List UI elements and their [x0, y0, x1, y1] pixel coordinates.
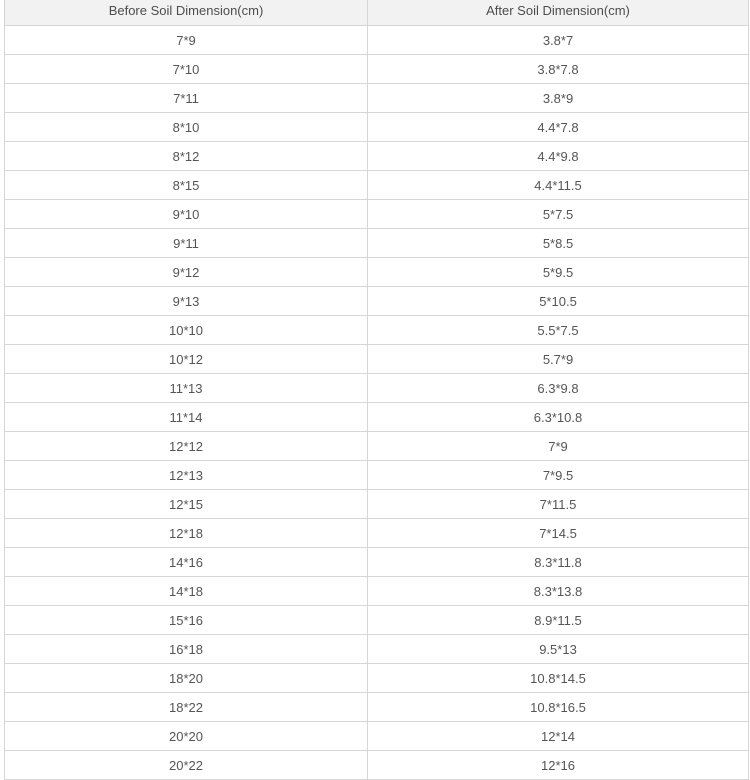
after-dimension-cell: 6.3*9.8 [368, 374, 749, 403]
after-dimension-cell: 4.4*7.8 [368, 113, 749, 142]
table-row [5, 461, 749, 490]
before-dimension-cell: 12*15 [5, 490, 368, 519]
table-row [5, 490, 749, 519]
after-dimension-cell: 9.5*13 [368, 635, 749, 664]
table-row [5, 519, 749, 548]
after-dimension-cell: 10.8*16.5 [368, 693, 749, 722]
before-dimension-cell: 12*13 [5, 461, 368, 490]
before-dimension-cell: 12*18 [5, 519, 368, 548]
after-dimension-cell: 5*8.5 [368, 229, 749, 258]
before-dimension-cell: 8*10 [5, 113, 368, 142]
after-dimension-cell: 7*9 [368, 432, 749, 461]
table-row [5, 577, 749, 606]
before-dimension-cell: 8*12 [5, 142, 368, 171]
after-dimension-cell: 5*9.5 [368, 258, 749, 287]
after-dimension-cell: 10.8*14.5 [368, 664, 749, 693]
before-dimension-cell: 7*11 [5, 84, 368, 113]
before-dimension-cell: 9*13 [5, 287, 368, 316]
after-dimension-cell: 12*16 [368, 751, 749, 780]
before-dimension-cell: 7*10 [5, 55, 368, 84]
after-dimension-cell: 7*14.5 [368, 519, 749, 548]
table-row [5, 55, 749, 84]
table-row [5, 664, 749, 693]
after-dimension-cell: 6.3*10.8 [368, 403, 749, 432]
table-row [5, 229, 749, 258]
after-dimension-cell: 5*10.5 [368, 287, 749, 316]
after-dimension-cell: 7*11.5 [368, 490, 749, 519]
before-dimension-cell: 20*22 [5, 751, 368, 780]
after-dimension-cell: 5.5*7.5 [368, 316, 749, 345]
after-dimension-cell: 4.4*11.5 [368, 171, 749, 200]
before-dimension-cell: 8*15 [5, 171, 368, 200]
before-dimension-cell: 16*18 [5, 635, 368, 664]
table-row [5, 84, 749, 113]
after-dimension-cell: 8.3*13.8 [368, 577, 749, 606]
before-dimension-cell: 10*12 [5, 345, 368, 374]
table-row [5, 432, 749, 461]
table-row [5, 606, 749, 635]
after-dimension-cell: 3.8*7 [368, 26, 749, 55]
table-row [5, 751, 749, 780]
table-row [5, 635, 749, 664]
table-header [5, 0, 749, 26]
before-dimension-cell: 7*9 [5, 26, 368, 55]
after-dimension-cell: 12*14 [368, 722, 749, 751]
before-dimension-cell: 11*14 [5, 403, 368, 432]
header-after-soil-dimension: After Soil Dimension(cm) [368, 0, 749, 26]
table-row [5, 258, 749, 287]
header-before-soil-dimension: Before Soil Dimension(cm) [5, 0, 368, 26]
after-dimension-cell: 8.3*11.8 [368, 548, 749, 577]
table-row [5, 171, 749, 200]
table-row [5, 26, 749, 55]
table-row [5, 316, 749, 345]
soil-dimension-table [4, 0, 749, 780]
table-row [5, 374, 749, 403]
after-dimension-cell: 8.9*11.5 [368, 606, 749, 635]
table-row [5, 113, 749, 142]
before-dimension-cell: 11*13 [5, 374, 368, 403]
table-row [5, 403, 749, 432]
before-dimension-cell: 18*22 [5, 693, 368, 722]
header-row [5, 0, 749, 26]
table-row [5, 548, 749, 577]
before-dimension-cell: 9*12 [5, 258, 368, 287]
table-row [5, 722, 749, 751]
table-body [5, 26, 749, 780]
after-dimension-cell: 3.8*9 [368, 84, 749, 113]
after-dimension-cell: 7*9.5 [368, 461, 749, 490]
before-dimension-cell: 20*20 [5, 722, 368, 751]
table-row [5, 345, 749, 374]
table-row [5, 287, 749, 316]
table-row [5, 200, 749, 229]
before-dimension-cell: 9*11 [5, 229, 368, 258]
before-dimension-cell: 15*16 [5, 606, 368, 635]
before-dimension-cell: 12*12 [5, 432, 368, 461]
before-dimension-cell: 14*16 [5, 548, 368, 577]
table-row [5, 142, 749, 171]
before-dimension-cell: 10*10 [5, 316, 368, 345]
before-dimension-cell: 9*10 [5, 200, 368, 229]
after-dimension-cell: 5*7.5 [368, 200, 749, 229]
before-dimension-cell: 14*18 [5, 577, 368, 606]
after-dimension-cell: 3.8*7.8 [368, 55, 749, 84]
table-row [5, 693, 749, 722]
after-dimension-cell: 5.7*9 [368, 345, 749, 374]
after-dimension-cell: 4.4*9.8 [368, 142, 749, 171]
before-dimension-cell: 18*20 [5, 664, 368, 693]
